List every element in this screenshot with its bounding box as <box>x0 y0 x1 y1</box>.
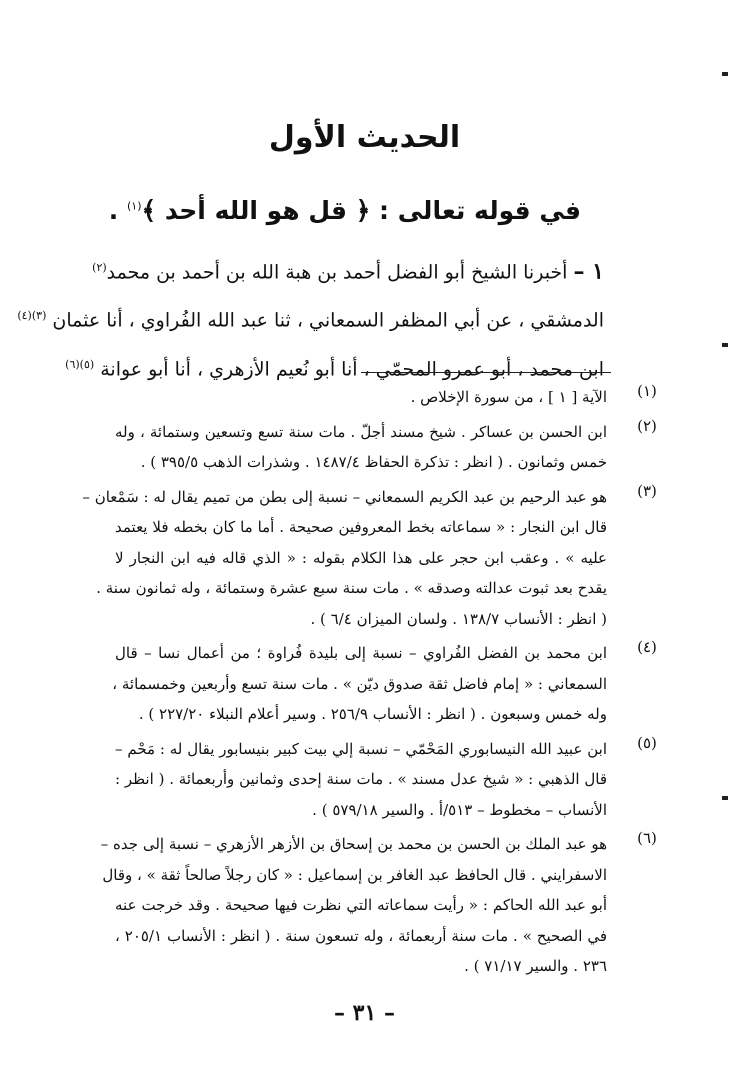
subtitle: في قوله تعالى : ﴿ قل هو الله أحد ﴾$^{(١)}$ . <box>108 196 581 225</box>
footnote: (٢) ابن الحسن بن عساكر . شيخ مسند أجلّ . مات سنة تسع وتسعين وستمائة ، وله خمس وثمانون . ( انظر : تذكرة الحفاظ ١٤٨٧/٤ . وشذرات الذهب ٣٩٥/٥ ) . <box>115 417 669 478</box>
footnote: (٤) ابن محمد بن الفضل الفُراوي – نسبة إلى بليدة فُراوة ؛ من أعمال نسا – قال السمعاني : « إمام فاضل ثقة صدوق ديّن » . مات سنة تسع وأربعين وخمسمائة ، وله خمس وسبعون . ( انظر : الأنساب ٢٥٦/٩ . وسير أعلام النبلاء ٢٢٧/٢٠ ) . <box>115 638 669 730</box>
hadith-line: الدمشقي ، عن أبي المظفر السمعاني ، ثنا عبد الله الفُراوي ، أنا عثمان $^{(٣)(٤)}$ <box>17 309 604 332</box>
footnote: (١) الآية [ ١ ] ، من سورة الإخلاص . <box>115 382 669 413</box>
subtitle-text: في قوله تعالى : ﴿ قل هو الله أحد ﴾ <box>141 196 581 225</box>
footnote-divider <box>361 372 611 373</box>
hadith-line: ابن محمد ، أبو عمرو المحمّي ، أنا أبو نُعيم الأزهري ، أنا أبو عوانة $^{(٥)(٦)}$ <box>65 357 604 380</box>
page-edge-mark <box>722 72 728 76</box>
footnote-number: (٤) <box>637 638 657 656</box>
chapter-title: الحديث الأول <box>268 120 461 155</box>
footnote-ref: (٦) <box>65 357 80 371</box>
footnote: (٦) هو عبد الملك بن الحسن بن محمد بن إسحاق بن الأزهر الأزهري – نسبة إلى جده – الاسفرايني . قال الحافظ عبد الغافر بن إسماعيل : « كان رجلاً صالحاً ثقة » ، وقال أبو عبد الله الحاكم : « رأيت سماعاته التي نظرت فيها صحيحة . وقد خرجت عنه في الصحيح » . مات سنة أربعمائة ، وله تسعون سنة . ( انظر : الأنساب ٢٠٥/١ ، ٢٣٦ . والسير ٧١/١٧ ) . <box>115 829 669 982</box>
page-edge-mark <box>722 796 728 800</box>
page-number: – ٣١ – <box>334 1000 395 1026</box>
subtitle-footnote-ref: (١) <box>126 199 142 213</box>
footnote-ref: (٤) <box>17 309 32 323</box>
footnote-number: (١) <box>637 382 657 400</box>
hadith-number: ١ – <box>573 258 604 285</box>
footnotes <box>82 382 669 986</box>
footnote: (٣) هو عبد الرحيم بن عبد الكريم السمعاني – نسبة إلى بطن من تميم يقال له : سَمْعان – قال ابن النجار : « سماعاته بخط المعروفين صحيحة . أما ما كان بخطه فلا يعتمد عليه » . وعقب ابن حجر على هذا الكلام بقوله : « الذي قاله فيه ابن النجار لا يقدح بعد ثبوت عدالته وصدقه » . مات سنة سبع عشرة وستمائة ، وله ثمانون سنة . ( انظر : الأنساب ١٣٨/٧ . ولسان الميزان ٦/٤ ) . <box>115 482 669 635</box>
page-edge-mark <box>722 343 728 347</box>
footnote-ref: (٥) <box>79 357 95 371</box>
footnote-ref: (٣) <box>31 309 47 323</box>
footnote-ref: (٢) <box>92 261 107 274</box>
footnote-number: (٣) <box>637 481 657 500</box>
footnote-number: (٢) <box>637 416 657 435</box>
footnote-number: (٥) <box>637 733 657 752</box>
footnote: (٥) ابن عبيد الله النيسابوري المَحْمّي – نسبة إلي بيت كبير بنيسابور يقال له : مَحْم – قال الذهبي : « شيخ عدل مسند » . مات سنة إحدى وثمانين وأربعمائة . ( انظر : الأنساب – مخطوط – ٥١٣/أ . والسير ٥٧٩/١٨ ) . <box>115 734 669 826</box>
hadith-text <box>17 246 604 391</box>
footnote-number: (٦) <box>637 829 657 847</box>
hadith-line: ١ – أخبرنا الشيخ أبو الفضل أحمد بن هبة الله بن أحمد بن محمد$^{(٢)}$ <box>92 258 604 285</box>
